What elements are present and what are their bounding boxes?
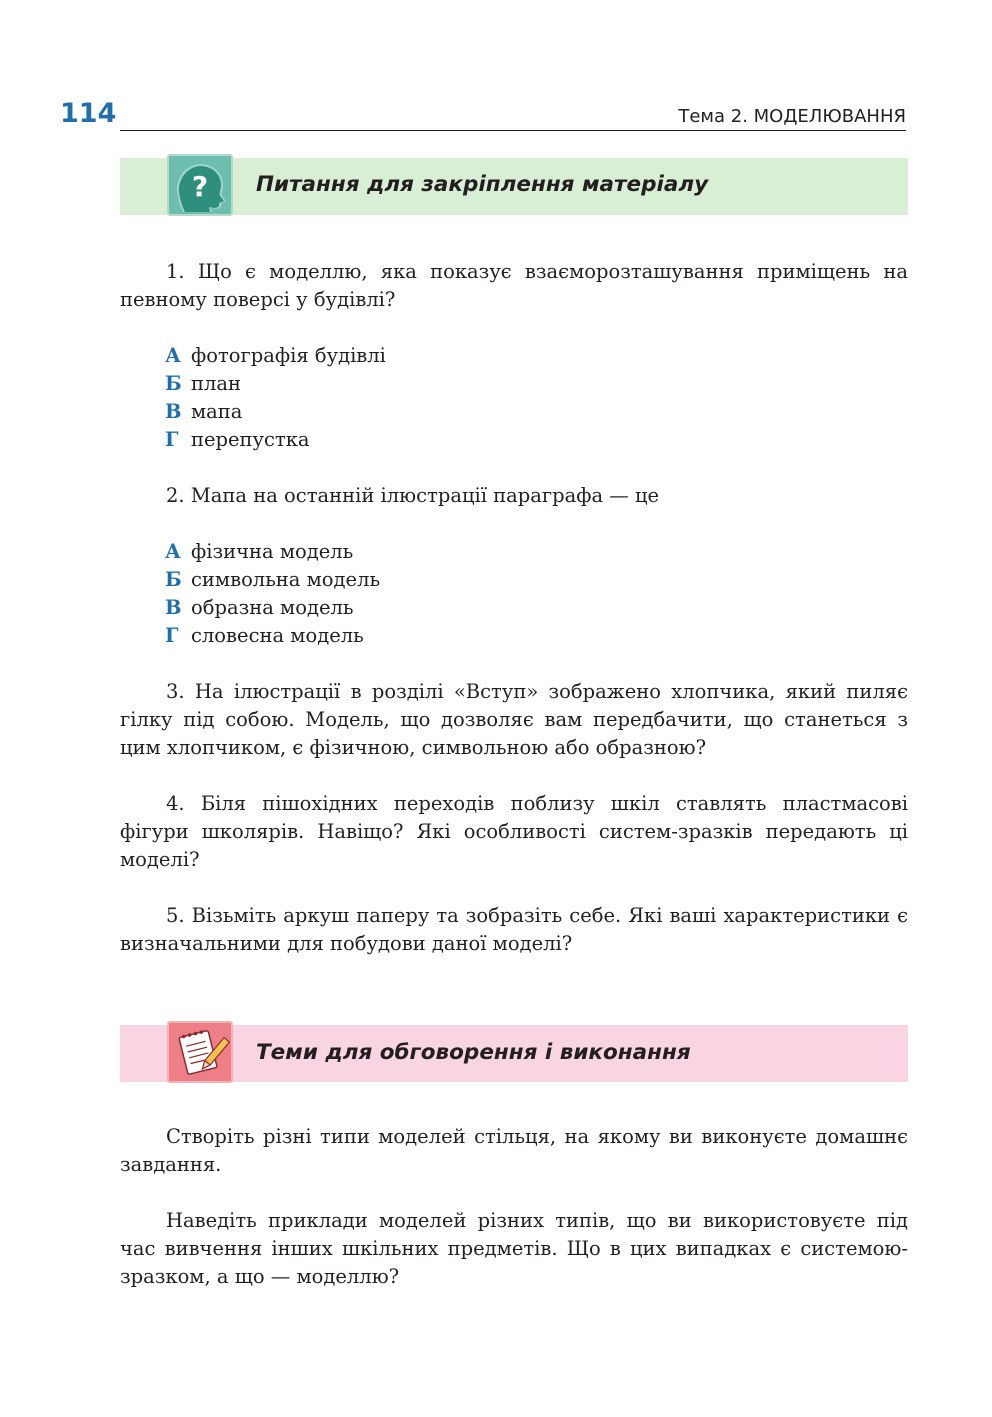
notepad-pencil-icon: [167, 1021, 233, 1083]
svg-text:?: ?: [191, 170, 209, 203]
question-3: 3. На ілюстрації в розділі «Вступ» зображено хлопчика, який пиляє гілку під собою. Модель, що дозволяє вам передбачити, що станеться з цим хлопчиком, є фізичною, символьною або образною?: [120, 680, 908, 759]
questions-section-title: Питання для закріплення матеріалу: [256, 172, 709, 197]
question-2: 2. Мапа на останній ілюстрації параграфа — це: [166, 484, 660, 507]
header-rule: [120, 130, 906, 131]
question-2-option-d: Г словесна модель: [165, 624, 364, 647]
discussion-section-title: Теми для обговорення і виконання: [256, 1040, 691, 1065]
question-head-icon: [167, 154, 233, 216]
question-2-option-b: Б символьна модель: [165, 568, 381, 591]
question-1-option-a: А фотографія будівлі: [165, 344, 386, 367]
header-topic: Тема 2. МОДЕЛЮВАННЯ: [678, 106, 906, 127]
question-1-option-b: Б план: [165, 372, 242, 395]
question-1-option-d: Г перепустка: [165, 428, 310, 451]
question-1-option-c: В мапа: [165, 400, 243, 423]
question-4: 4. Біля пішохідних переходів поблизу шкіл ставлять пластмасові фігури школярів. Навіщо? Які особливості систем-зразків передають ці моделі?: [120, 792, 908, 871]
question-5: 5. Візьміть аркуш паперу та зобразіть себе. Які ваші характеристики є визначальними для побудови даної моделі?: [120, 904, 908, 955]
page-number: 114: [60, 98, 117, 129]
question-2-option-c: В образна модель: [165, 596, 354, 619]
question-2-option-a: А фізична модель: [165, 540, 354, 563]
discussion-task-2: Наведіть приклади моделей різних типів, що ви використовуєте під час вивчення інших шкільних предметів. Що в цих випадках є системою-зразком, а що — моделлю?: [120, 1209, 908, 1288]
discussion-task-1: Створіть різні типи моделей стільця, на якому ви виконуєте домашнє завдання.: [120, 1125, 908, 1176]
question-1: 1. Що є моделлю, яка показує взаєморозташування приміщень на певному поверсі у будівлі?: [120, 260, 908, 311]
